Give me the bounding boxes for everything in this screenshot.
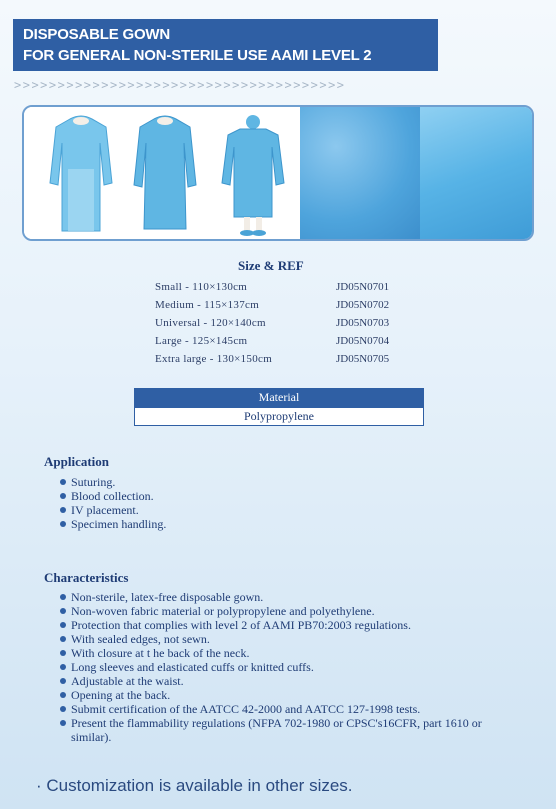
list-item: Non-sterile, latex-free disposable gown. (60, 590, 510, 604)
ref-code: JD05N0701 (336, 281, 390, 293)
list-item: Blood collection. (60, 489, 166, 503)
ref-code: JD05N0704 (336, 335, 390, 347)
gown-back-icon (220, 113, 286, 237)
size-ref-title: Size & REF (238, 258, 304, 273)
gown-front-open-icon (48, 113, 114, 237)
size-label: Medium - 115×137cm (155, 299, 260, 311)
size-row (155, 350, 415, 368)
list-item: Protection that complies with level 2 of AAMI PB70:2003 regulations. (60, 618, 510, 632)
customization-note: · Customization is available in other sizes. (36, 776, 353, 795)
gown-photos (24, 107, 300, 239)
size-row (155, 314, 415, 332)
size-row (155, 296, 415, 314)
size-label: Extra large - 130×150cm (155, 353, 273, 365)
gown-front-icon (132, 113, 198, 237)
product-photo-strip (22, 105, 534, 241)
size-label: Universal - 120×140cm (155, 317, 266, 329)
size-ref-table (155, 278, 415, 368)
material-value: Polypropylene (134, 407, 424, 426)
list-item: Specimen handling. (60, 517, 166, 531)
chevron-divider: >>>>>>>>>>>>>>>>>>>>>>>>>>>>>>>>>>>>>> (14, 78, 346, 92)
product-title: DISPOSABLE GOWN (23, 26, 171, 43)
product-title-banner (13, 19, 438, 71)
characteristics-title: Characteristics (44, 570, 129, 585)
application-title: Application (44, 454, 110, 469)
list-item: IV placement. (60, 503, 166, 517)
size-label: Large - 125×145cm (155, 335, 248, 347)
size-label: Small - 110×130cm (155, 281, 248, 293)
list-item: With closure at t he back of the neck. (60, 646, 510, 660)
material-header: Material (134, 388, 424, 407)
list-item: Opening at the back. (60, 688, 510, 702)
list-item: Present the flammability regulations (NFPA 702-1980 or CPSC's16CFR, part 1610 or similar). (60, 716, 510, 744)
ref-code: JD05N0703 (336, 317, 390, 329)
fabric-closeup-1 (300, 107, 420, 239)
list-item: Non-woven fabric material or polypropylene and polyethylene. (60, 604, 510, 618)
list-item: Long sleeves and elasticated cuffs or knitted cuffs. (60, 660, 510, 674)
ref-code: JD05N0705 (336, 353, 390, 365)
list-item: With sealed edges, not sewn. (60, 632, 510, 646)
list-item: Adjustable at the waist. (60, 674, 510, 688)
fabric-closeup-2 (420, 107, 534, 239)
product-subtitle: FOR GENERAL NON-STERILE USE AAMI LEVEL 2 (23, 47, 372, 64)
list-item: Suturing. (60, 475, 166, 489)
characteristics-list (60, 590, 510, 744)
ref-code: JD05N0702 (336, 299, 390, 311)
size-row (155, 332, 415, 350)
application-list (60, 475, 166, 531)
size-row (155, 278, 415, 296)
list-item: Submit certification of the AATCC 42-2000 and AATCC 127-1998 tests. (60, 702, 510, 716)
